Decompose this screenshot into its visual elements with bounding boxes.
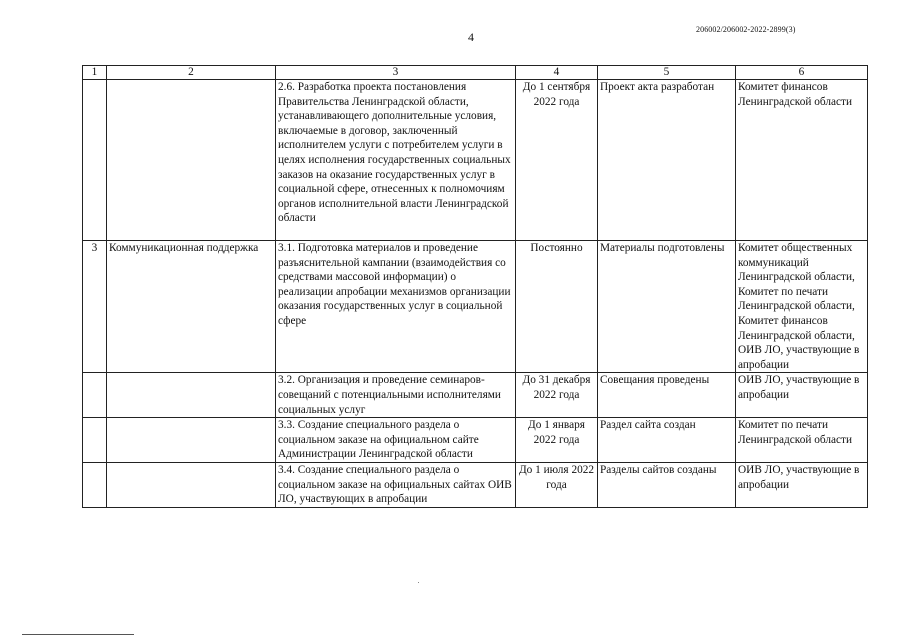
deadline: До 1 сентября 2022 года [516, 80, 598, 241]
row-number [83, 80, 107, 241]
responsible-body: Комитет по печати Ленинградской области [736, 418, 868, 463]
expected-result: Проект акта разработан [598, 80, 736, 241]
section-name [107, 373, 276, 418]
activity-text: 2.6. Разработка проекта постановления Правительства Ленинградской области, устанавливающего дополнительные условия, включаемые в договор, заключенный исполнителем услуги с потребителем услуги в целях исполнения государственных социальных заказов на оказание государственных услуг в социальной сфере, отнесенных к полномочиям органов исполнительной власти Ленинградской области [276, 80, 516, 241]
page-number: 4 [468, 30, 474, 44]
column-header: 1 [83, 66, 107, 80]
expected-result: Раздел сайта создан [598, 418, 736, 463]
section-name [107, 80, 276, 241]
activity-text: 3.3. Создание специального раздела о социальном заказе на официальном сайте Администрации Ленинградской области [276, 418, 516, 463]
table-row [83, 80, 868, 241]
deadline: Постоянно [516, 241, 598, 373]
section-name: Коммуникационная поддержка [107, 241, 276, 373]
activity-text: 3.1. Подготовка материалов и проведение разъяснительной кампании (взаимодействия со средствами массовой информации) о реализации апробации механизмов организации оказания государственных услуг в социальной сфере [276, 241, 516, 373]
expected-result: Разделы сайтов созданы [598, 462, 736, 507]
column-header: 2 [107, 66, 276, 80]
table-row [83, 241, 868, 373]
responsible-body: Комитет общественных коммуникаций Ленинградской области, Комитет по печати Ленинградской области, Комитет финансов Ленинградской области, ОИВ ЛО, участвующие в апробации [736, 241, 868, 373]
row-number [83, 462, 107, 507]
deadline: До 1 января 2022 года [516, 418, 598, 463]
scan-speck [418, 582, 419, 583]
responsible-body: Комитет финансов Ленинградской области [736, 80, 868, 241]
activity-text: 3.4. Создание специального раздела о социальном заказе на официальных сайтах ОИВ ЛО, участвующих в апробации [276, 462, 516, 507]
section-name [107, 418, 276, 463]
plan-table [82, 65, 868, 508]
row-number: 3 [83, 241, 107, 373]
activity-text: 3.2. Организация и проведение семинаров-совещаний с потенциальными исполнителями социальных услуг [276, 373, 516, 418]
row-number [83, 373, 107, 418]
deadline: До 31 декабря 2022 года [516, 373, 598, 418]
section-name [107, 462, 276, 507]
table-row [83, 418, 868, 463]
responsible-body: ОИВ ЛО, участвующие в апробации [736, 373, 868, 418]
table-row [83, 373, 868, 418]
expected-result: Совещания проведены [598, 373, 736, 418]
document-code: 206002/206002-2022-2899(3) [696, 25, 796, 34]
expected-result: Материалы подготовлены [598, 241, 736, 373]
table-header-row [83, 66, 868, 80]
deadline: До 1 июля 2022 года [516, 462, 598, 507]
column-header: 6 [736, 66, 868, 80]
column-header: 5 [598, 66, 736, 80]
column-header: 4 [516, 66, 598, 80]
footnote-divider [22, 634, 134, 635]
responsible-body: ОИВ ЛО, участвующие в апробации [736, 462, 868, 507]
column-header: 3 [276, 66, 516, 80]
table-row [83, 462, 868, 507]
row-number [83, 418, 107, 463]
